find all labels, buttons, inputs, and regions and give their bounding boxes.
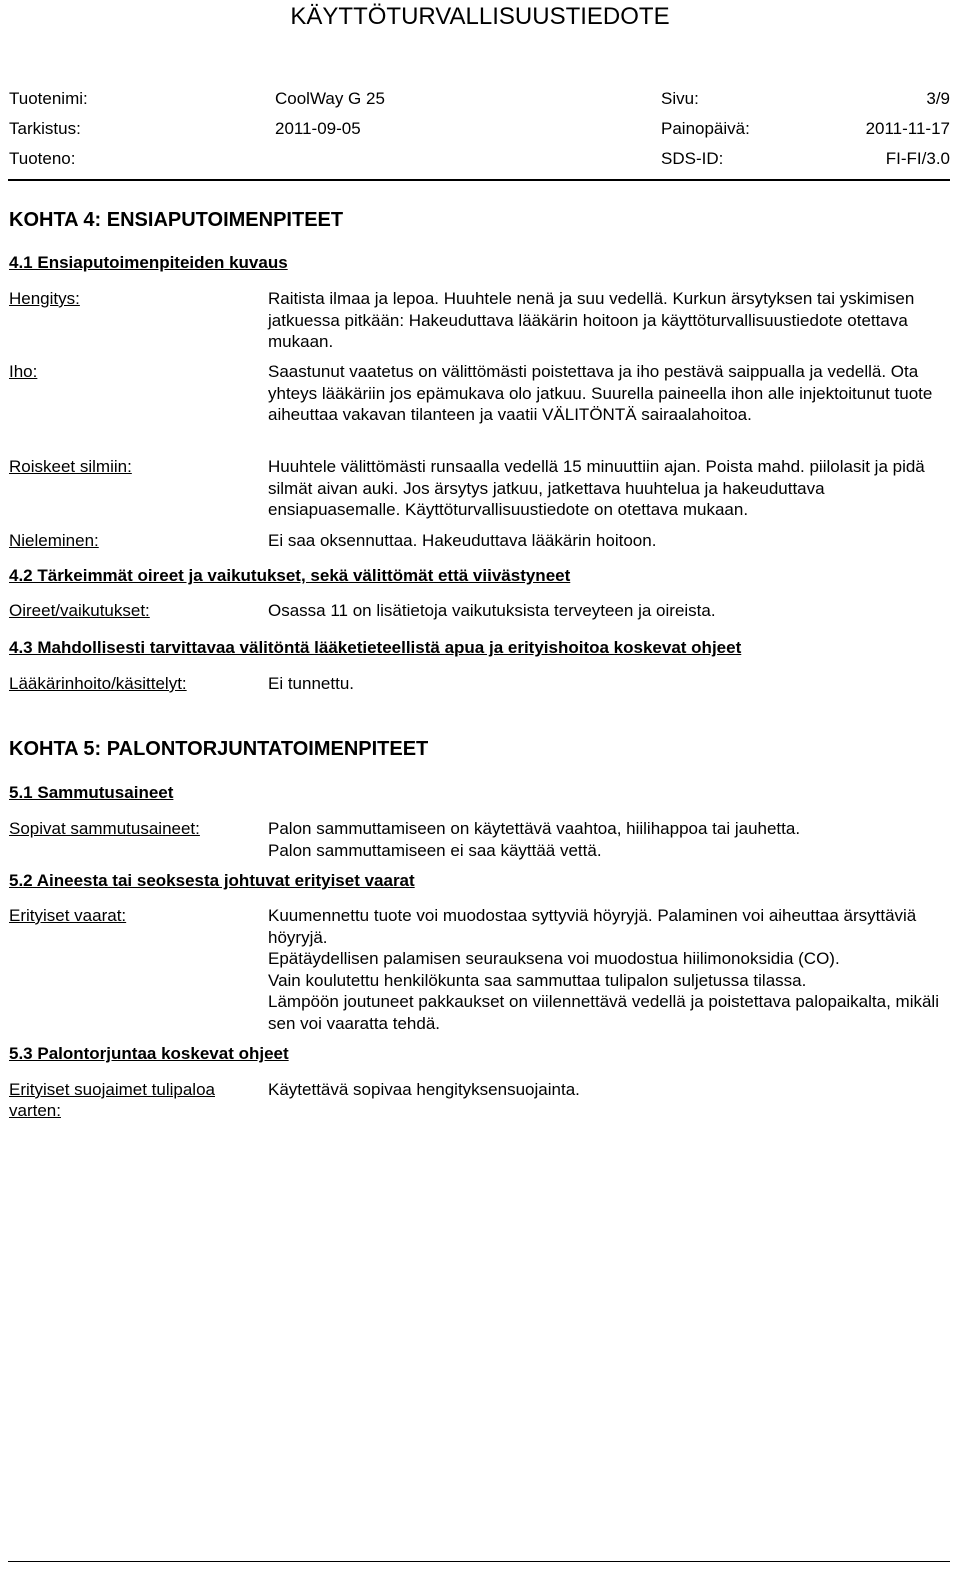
- extinguishing-media-line-2: Palon sammuttamiseen ei saa käyttää vettä.: [268, 840, 602, 860]
- subsection-5-2-heading: 5.2 Aineesta tai seoksesta johtuvat erityiset vaarat: [9, 871, 415, 890]
- section-5-heading: KOHTA 5: PALONTORJUNTATOIMENPITEET: [9, 738, 429, 760]
- protective-equipment-text: Käytettävä sopivaa hengityksensuojainta.: [268, 1080, 580, 1099]
- special-hazards-line-3: Vain koulutettu henkilökunta saa sammuttaa tulipalon suljetussa tilassa.: [268, 970, 807, 990]
- revision-value: 2011-09-05: [275, 119, 361, 138]
- product-name-label: Tuotenimi:: [9, 89, 88, 108]
- print-date-label: Painopäivä:: [661, 119, 750, 138]
- revision-label: Tarkistus:: [9, 119, 81, 138]
- symptoms-text: Osassa 11 on lisätietoja vaikutuksista terveyteen ja oireista.: [268, 601, 716, 620]
- medical-treatment-label: Lääkärinhoito/käsittelyt:: [9, 674, 187, 693]
- inhalation-text: Raitista ilmaa ja lepoa. Huuhtele nenä ja suu vedellä. Kurkun ärsytyksen tai yskimisen jatkuessa pitkään: Hakeuduttava lääkärin hoitoon ja käyttöturvallisuustiedote otettava mukaan.: [268, 289, 915, 351]
- skin-text: Saastunut vaatetus on välittömästi poistettava ja iho pestävä saippualla ja vedellä. Ota yhteys lääkäriin jos epämukava olo jatkuu. Suurella paineella ihon alle injektoitunut tuote aiheuttaa vakavan tilanteen ja vaatii VÄLITÖNTÄ sairaalahoitoa.: [268, 362, 933, 424]
- inhalation-label: Hengitys:: [9, 289, 80, 308]
- subsection-4-1-heading: 4.1 Ensiaputoimenpiteiden kuvaus: [9, 253, 288, 272]
- product-number-label: Tuoteno:: [9, 149, 76, 168]
- protective-equipment-label: Erityiset suojaimet tulipaloa varten:: [9, 1080, 215, 1120]
- special-hazards-line-4: Lämpöön joutuneet pakkaukset on viilennettävä vedellä ja poistettava palopaikalta, mikäli sen voi vaaratta tehdä.: [268, 992, 939, 1033]
- page-label: Sivu:: [661, 89, 699, 108]
- special-hazards-label: Erityiset vaarat:: [9, 906, 127, 925]
- symptoms-label: Oireet/vaikutukset:: [9, 601, 150, 620]
- medical-treatment-text: Ei tunnettu.: [268, 674, 355, 693]
- extinguishing-media-label: Sopivat sammutusaineet:: [9, 819, 200, 838]
- subsection-5-1-heading: 5.1 Sammutusaineet: [9, 783, 174, 802]
- special-hazards-line-2: Epätäydellisen palamisen seurauksena voi muodostua hiilimonoksidia (CO).: [268, 949, 840, 968]
- eye-text: Huuhtele välittömästi runsaalla vedellä 15 minuuttiin ajan. Poista mahd. piilolasit ja pidä silmät aivan auki. Jos ärsytys jatkuu, jatkettava huuhtelua ja hakeuduttava ensiapuasemalle. Käyttöturvallisuustiedote on otettava mukaan.: [268, 457, 925, 519]
- subsection-4-2-heading: 4.2 Tärkeimmät oireet ja vaikutukset, sekä välittömät että viivästyneet: [9, 566, 571, 585]
- extinguishing-media-line-1: Palon sammuttamiseen on käytettävä vaahtoa, hiilihappoa tai jauhetta.: [268, 819, 801, 838]
- footer-divider: [8, 1561, 950, 1562]
- ingestion-text: Ei saa oksennuttaa. Hakeuduttava lääkärin hoitoon.: [268, 531, 657, 550]
- eye-label: Roiskeet silmiin:: [9, 457, 132, 476]
- print-date-value: 2011-11-17: [865, 119, 950, 138]
- subsection-4-3-heading: 4.3 Mahdollisesti tarvittavaa välitöntä lääketieteellistä apua ja erityishoitoa koskevat ohjeet: [9, 638, 742, 657]
- page-value: 3/9: [926, 89, 950, 108]
- document-title: KÄYTTÖTURVALLISUUSTIEDOTE: [290, 3, 670, 30]
- section-4-heading: KOHTA 4: ENSIAPUTOIMENPITEET: [9, 209, 344, 231]
- sds-id-label: SDS-ID:: [661, 149, 724, 168]
- special-hazards-text: [268, 905, 950, 1034]
- skin-label: Iho:: [9, 362, 38, 381]
- product-name-value: CoolWay G 25: [275, 89, 385, 108]
- special-hazards-line-1: Kuumennettu tuote voi muodostaa syttyviä höyryjä. Palaminen voi aiheuttaa ärsyttäviä höyryjä.: [268, 906, 917, 947]
- header-divider: [8, 179, 950, 181]
- subsection-5-3-heading: 5.3 Palontorjuntaa koskevat ohjeet: [9, 1044, 289, 1063]
- ingestion-label: Nieleminen:: [9, 531, 99, 550]
- extinguishing-media-text: [268, 818, 950, 861]
- sds-id-value: FI-FI/3.0: [885, 149, 950, 168]
